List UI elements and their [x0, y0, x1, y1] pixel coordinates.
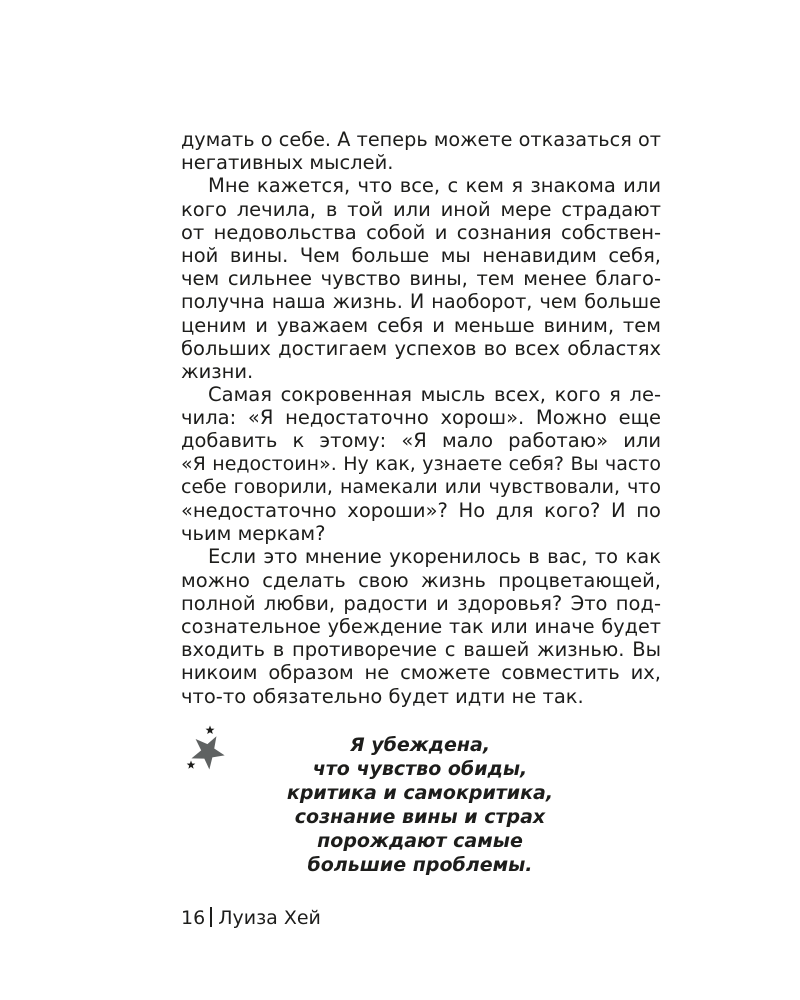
body-line: сознательное убеждение так или иначе будет [181, 614, 661, 638]
body-line: чем сильнее чувство вины, тем менее благо- [181, 267, 661, 291]
small-star-bottom-icon [187, 761, 196, 769]
body-line: негативных мыслей. [181, 151, 394, 175]
body-text [181, 128, 661, 708]
body-line: «Я недостоин». Ну как, узнаете себя? Вы часто [181, 452, 661, 475]
quote-line: Я убеждена, [349, 734, 491, 756]
body-line: себе говорили, намекали или чувствовали, что [181, 475, 661, 498]
body-line: добавить к этому: «Я мало работаю» или [181, 429, 661, 453]
page-footer [181, 906, 321, 930]
quote-line: большие проблемы. [307, 854, 533, 876]
footer-separator [210, 907, 212, 927]
pull-quote [260, 733, 580, 877]
quote-line: критика и самокритика, [286, 782, 554, 804]
body-line: думать о себе. А теперь можете отказаться от [181, 128, 661, 151]
body-line: чьим меркам? [181, 522, 326, 546]
body-line: больших достигаем успехов во всех областях [181, 336, 661, 360]
body-line: можно сделать свою жизнь процветающей, [181, 568, 661, 592]
quote-line: сознание вины и страх [294, 806, 546, 828]
body-line: от недовольства собой и сознания собствен- [181, 220, 661, 244]
body-line: ной вины. Чем больше мы ненавидим себя, [181, 243, 661, 267]
body-line: получна наша жизнь. И наоборот, чем больше [181, 290, 661, 314]
star-cluster-icon [176, 724, 236, 774]
quote-line: что чувство обиды, [312, 758, 528, 780]
quote-line: порождают самые [317, 830, 523, 852]
body-line: Если это мнение укоренилось в вас, то как [208, 545, 661, 569]
body-line: входить в противоречие с вашей жизнью. Вы [181, 638, 661, 662]
body-line: кого лечила, в той или иной мере страдают [181, 197, 661, 221]
body-line: чила: «Я недостаточно хорош». Можно еще [181, 406, 661, 430]
small-star-top-icon [206, 726, 215, 735]
body-line: никоим образом не сможете совместить их, [181, 661, 661, 685]
page-number: 16 [181, 907, 206, 929]
body-line: «недостаточно хороши»? Но для кого? И по [181, 499, 661, 522]
body-line: жизни. [181, 359, 254, 383]
body-line: Мне кажется, что все, с кем я знакома или [208, 174, 661, 198]
large-star-icon [190, 732, 228, 772]
body-line: полной любви, радости и здоровья? Это под- [181, 591, 661, 615]
body-line: ценим и уважаем себя и меньше виним, тем [181, 313, 661, 337]
body-line: Самая сокровенная мысль всех, кого я ле- [208, 383, 661, 407]
body-line: что-то обязательно будет идти не так. [181, 684, 584, 708]
running-head-author: Луиза Хей [218, 907, 321, 929]
